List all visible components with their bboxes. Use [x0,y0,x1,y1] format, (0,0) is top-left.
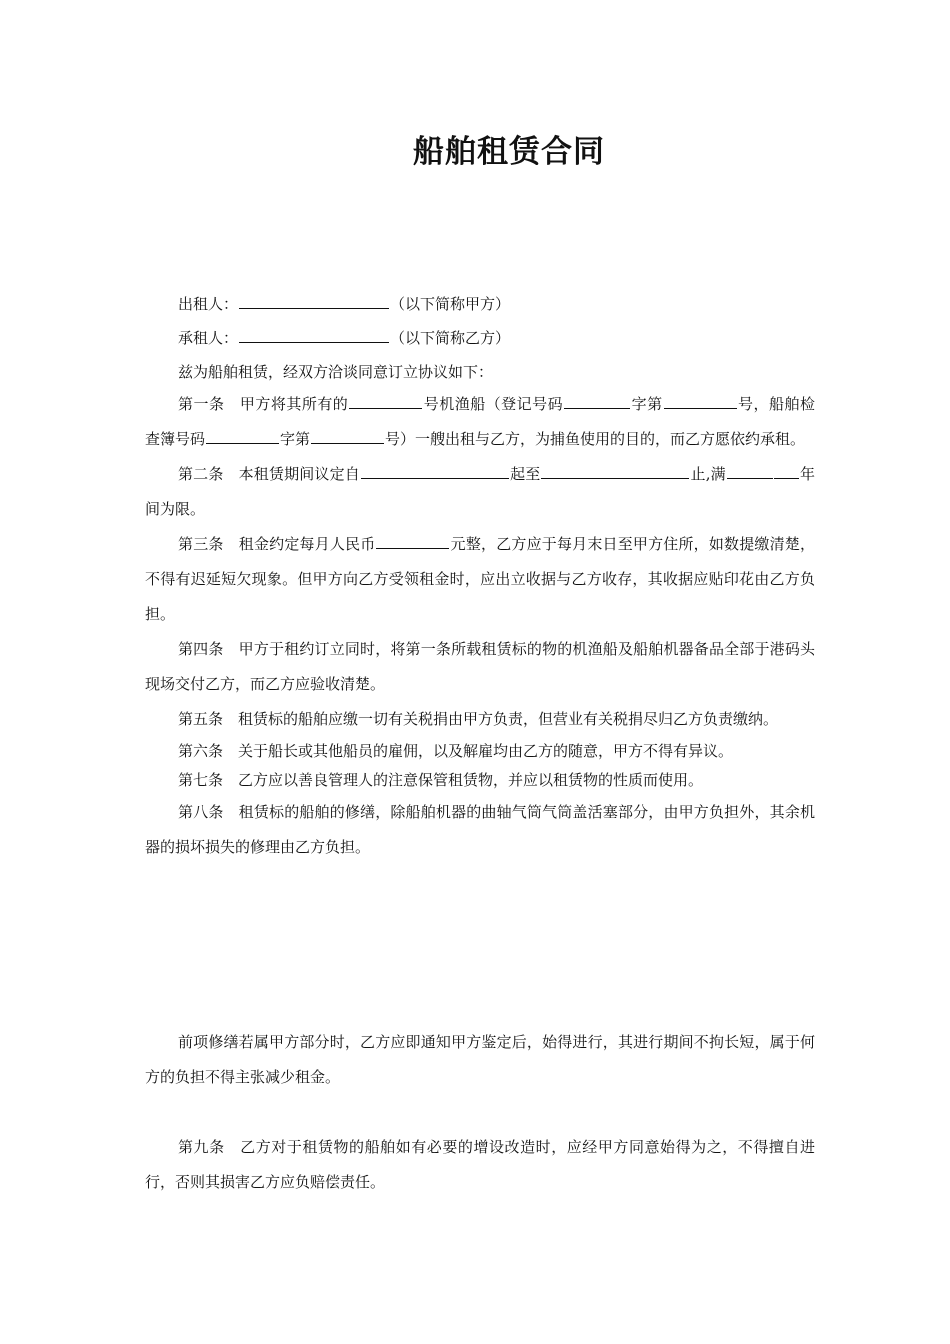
article-2-text: 第二条 本租赁期间议定自 [178,465,360,483]
article-2-text: 起至 [509,465,541,483]
contract-body-article-9 [145,1130,815,1200]
article-1-text: 第一条 甲方将其所有的 [178,395,349,413]
lessee-label: 承租人： [178,329,239,347]
document-title: 船舶租赁合同 [413,134,605,170]
lessor-suffix: （以下简称甲方） [390,295,511,313]
lessor-line [145,290,815,319]
article-1-text: 号）一艘出租与乙方，为捕鱼使用的目的，而乙方愿依约承租。 [385,430,806,448]
article-1-text: 字第 [631,395,663,413]
lessor-blank[interactable] [239,293,389,309]
inspection-prefix-blank[interactable] [206,428,279,444]
article-7: 第七条 乙方应以善良管理人的注意保管租赁物，并应以租赁物的性质而使用。 [178,771,704,789]
registration-prefix-blank[interactable] [564,393,630,409]
article-2-text: 年间为限。 [145,465,815,518]
lessor-label: 出租人： [178,295,239,313]
article-9: 第九条 乙方对于租赁物的船舶如有必要的增设改造时，应经甲方同意始得为之，不得擅自进行，否则其损害乙方应负赔偿责任。 [145,1138,815,1191]
article-4: 第四条 甲方于租约订立同时，将第一条所载租赁标的物的机渔船及船舶机器备品全部于港码头现场交付乙方，而乙方应验收清楚。 [145,640,815,693]
inspection-number-blank[interactable] [311,428,384,444]
article-6: 第六条 关于船长或其他船员的雇佣，以及解雇均由乙方的随意，甲方不得有异议。 [178,742,734,760]
term-years-blank[interactable] [727,463,773,479]
end-date-blank[interactable] [541,463,689,479]
article-3-text: 元整，乙方应于每月末日至甲方住所，如数提缴清楚，不得有迟延短欠现象。但甲方向乙方受领租金时，应出立收据与乙方收存，其收据应贴印花由乙方负担。 [145,535,815,623]
vessel-number-blank[interactable] [349,393,422,409]
article-1 [145,387,815,457]
article-8-continued: 前项修缮若属甲方部分时，乙方应即通知甲方鉴定后，始得进行，其进行期间不拘长短，属于何方的负担不得主张减少租金。 [145,1033,815,1086]
article-3-text: 第三条 租金约定每月人民币 [178,535,376,553]
lessee-line [145,324,815,353]
article-8: 第八条 租赁标的船舶的修缮，除船舶机器的曲轴气筒气筒盖活塞部分，由甲方负担外，其余机器的损坏损失的修理由乙方负担。 [145,803,815,856]
preamble: 兹为船舶租赁，经双方洽谈同意订立协议如下： [178,363,494,381]
term-years-blank-continued[interactable] [774,463,799,479]
lessee-suffix: （以下简称乙方） [390,329,511,347]
article-2-text: 止,满 [690,465,726,483]
article-3 [145,527,815,632]
article-1-text: 号，船舶检查簿号码 [145,395,815,448]
contract-body [145,290,815,865]
start-date-blank[interactable] [361,463,509,479]
article-5: 第五条 租赁标的船舶应缴一切有关税捐由甲方负责，但营业有关税捐尽归乙方负责缴纳。 [178,710,779,728]
article-2 [145,457,815,527]
contract-body-continued [145,1025,815,1095]
article-1-text: 字第 [280,430,311,448]
registration-number-blank[interactable] [664,393,737,409]
article-1-text: 号机渔船（登记号码 [423,395,564,413]
rent-amount-blank[interactable] [376,533,449,549]
lessee-blank[interactable] [239,327,389,343]
